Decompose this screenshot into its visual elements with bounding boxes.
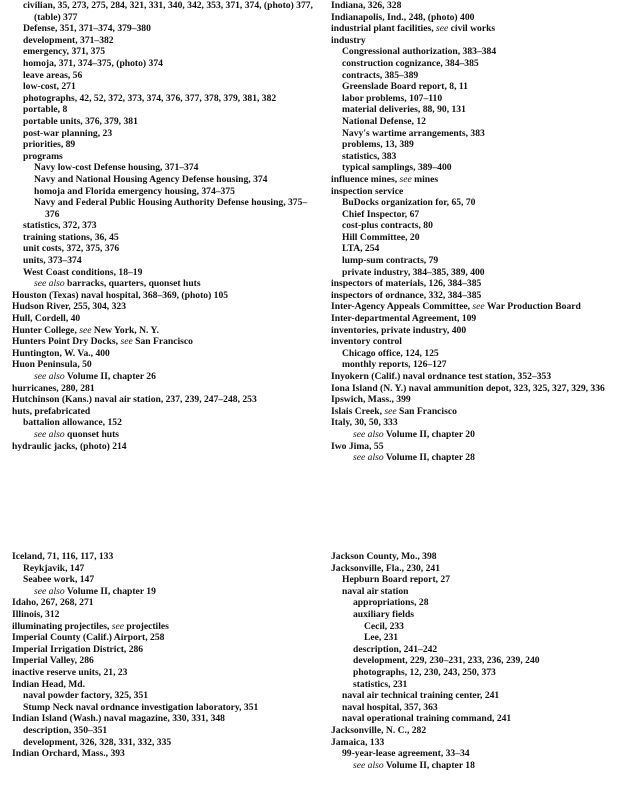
entry-text: Navy's wartime arrangements, 383 (342, 127, 485, 139)
entry-text: Congressional authorization, 383–384 (342, 46, 497, 58)
entry-text: Chief Inspector, 67 (342, 208, 420, 220)
reference-target: Volume II, chapter 19 (64, 585, 156, 597)
index-entry (12, 348, 317, 360)
index-entry (12, 586, 317, 598)
index-entry (12, 632, 317, 644)
entry-text: hurricanes, 280, 281 (12, 382, 95, 394)
left-column-bottom (12, 551, 317, 760)
see-reference: see (384, 405, 397, 417)
index-entry (12, 609, 317, 621)
index-entry (331, 725, 631, 737)
see-also-reference: see also (353, 452, 384, 464)
entry-term: illuminating projectiles, (12, 620, 112, 632)
index-entry (331, 81, 631, 93)
index-entry (12, 690, 317, 702)
index-entry (12, 644, 317, 656)
index-entry (12, 151, 317, 163)
index-entry (331, 0, 631, 12)
entry-text: Jacksonville, N. C., 282 (331, 724, 427, 736)
index-entry (331, 359, 631, 371)
index-entry (331, 116, 631, 128)
see-also-reference: see also (353, 759, 384, 771)
entry-term: Inter-Agency Appeals Committee, (331, 301, 473, 313)
entry-term: Islais Creek, (331, 405, 385, 417)
entry-text: photographs, 42, 52, 372, 373, 374, 376, 377, 378, 379, 381, 382 (23, 92, 277, 104)
index-entry (331, 278, 631, 290)
index-entry (331, 336, 631, 348)
index-entry (12, 290, 317, 302)
entry-text: Iona Island (N. Y.) naval ammunition depot, 323, 325, 327, 329, 336 (331, 382, 605, 394)
see-also-reference: see also (353, 428, 384, 440)
index-entry (12, 748, 317, 760)
reference-target: War Production Board (484, 301, 581, 313)
entry-text: contracts, 385–389 (342, 69, 419, 81)
index-entry (331, 441, 631, 453)
index-entry (331, 301, 631, 313)
index-entry (12, 220, 317, 232)
reference-target: Volume II, chapter 26 (64, 371, 156, 382)
index-entry (331, 586, 631, 598)
index-entry (331, 702, 631, 714)
entry-text: Indian Island (Wash.) naval magazine, 330, 331, 348 (12, 713, 225, 725)
entry-text: Iwo Jima, 55 (331, 440, 384, 452)
reference-target: Volume II, chapter 20 (383, 428, 475, 440)
index-entry (331, 70, 631, 82)
entry-text: West Coast conditions, 18–19 (23, 266, 143, 278)
index-entry (331, 383, 631, 395)
index-entry (12, 70, 317, 82)
index-entry (12, 551, 317, 563)
entry-text: monthly reports, 126–127 (342, 359, 447, 371)
index-entry (12, 232, 317, 244)
see-reference: see (399, 173, 412, 185)
index-entry (331, 452, 631, 464)
index-entry (12, 336, 317, 348)
entry-text: Cecil, 233 (364, 620, 404, 632)
index-entry (331, 290, 631, 302)
index-entry (331, 243, 631, 255)
index-entry (331, 609, 631, 621)
index-entry (331, 406, 631, 418)
index-entry (331, 655, 631, 667)
entry-text: Chicago office, 124, 125 (342, 347, 439, 359)
index-entry (331, 93, 631, 105)
index-entry (331, 58, 631, 70)
entry-text: Hutchinson (Kans.) naval air station, 237, 239, 247–248, 253 (12, 394, 257, 406)
entry-text: Ipswich, Mass., 399 (331, 394, 411, 406)
entry-text: naval powder factory, 325, 351 (23, 690, 149, 702)
index-entry (12, 46, 317, 58)
entry-text: hydraulic jacks, (photo) 214 (12, 440, 127, 452)
entry-text: naval operational training command, 241 (342, 713, 512, 725)
index-entry (331, 667, 631, 679)
entry-text: Seabee work, 147 (23, 574, 95, 586)
entry-text: priorities, 89 (23, 139, 76, 151)
index-entry (331, 12, 631, 24)
index-entry (331, 174, 631, 186)
index-entry (331, 644, 631, 656)
entry-text: Hepburn Board report, 27 (342, 574, 451, 586)
entry-text: Navy low-cost Defense housing, 371–374 (34, 162, 199, 174)
entry-text: Imperial County (Calif.) Airport, 258 (12, 632, 165, 644)
entry-term: Hunter College, (12, 324, 80, 336)
index-entry (331, 46, 631, 58)
reference-target: projectiles (124, 620, 169, 632)
index-entry (12, 417, 317, 429)
entry-text: programs (23, 150, 63, 162)
index-entry (12, 667, 317, 679)
index-entry (12, 313, 317, 325)
entry-text: Hull, Cordell, 40 (12, 313, 81, 325)
index-entry (12, 301, 317, 313)
entry-text: homoja, 371, 374–375, (photo) 374 (23, 57, 163, 69)
see-reference: see (472, 301, 485, 313)
entry-text: Indian Orchard, Mass., 393 (12, 748, 125, 760)
index-entry (12, 128, 317, 140)
entry-text: Reykjavik, 147 (23, 562, 85, 574)
entry-text: Stump Neck naval ordnance investigation laboratory, 351 (23, 701, 259, 713)
entry-text: naval air station (342, 585, 409, 597)
entry-text: auxiliary fields (353, 608, 415, 620)
entry-text: portable, 8 (23, 104, 68, 116)
index-entry (331, 574, 631, 586)
index-entry (331, 394, 631, 406)
see-also-reference: see also (34, 278, 65, 290)
entry-text: unit costs, 372, 375, 376 (23, 243, 120, 255)
entry-text: Imperial Valley, 286 (12, 655, 94, 667)
index-entry (12, 394, 317, 406)
index-entry (331, 139, 631, 151)
entry-text: Inter-departmental Agreement, 109 (331, 313, 477, 325)
entry-text: Imperial Irrigation District, 286 (12, 643, 144, 655)
entry-text: Italy, 30, 50, 333 (331, 417, 398, 429)
index-entry (12, 679, 317, 691)
reference-target: barracks, quarters, quonset huts (64, 278, 201, 290)
index-entry (331, 267, 631, 279)
entry-text: National Defense, 12 (342, 115, 426, 127)
entry-text: statistics, 231 (353, 678, 408, 690)
index-entry (12, 58, 317, 70)
index-entry (12, 243, 317, 255)
entry-text: labor problems, 107–110 (342, 92, 443, 104)
index-entry (12, 441, 317, 453)
index-entry (331, 737, 631, 749)
index-entry (12, 174, 317, 186)
entry-text: naval hospital, 357, 363 (342, 701, 438, 713)
entry-text: homoja and Florida emergency housing, 374–375 (34, 185, 235, 197)
reference-target: Volume II, chapter 18 (383, 759, 475, 771)
reference-target: mines (411, 173, 439, 185)
index-entry (331, 551, 631, 563)
entry-text: low-cost, 271 (23, 81, 76, 93)
reference-target: quonset huts (64, 428, 120, 440)
index-entry (12, 359, 317, 371)
entry-text: Greenslade Board report, 8, 11 (342, 81, 468, 93)
right-column-top (331, 0, 631, 464)
index-entry (331, 186, 631, 198)
entry-text: LTA, 254 (342, 243, 380, 255)
index-entry (331, 220, 631, 232)
entry-text: Indian Head, Md. (12, 678, 86, 690)
right-column-bottom (331, 551, 631, 771)
entry-text: Iceland, 71, 116, 117, 133 (12, 551, 114, 562)
entry-text: Jacksonville, Fla., 230, 241 (331, 562, 440, 574)
entry-text: material deliveries, 88, 90, 131 (342, 104, 466, 116)
entry-text: statistics, 372, 373 (23, 220, 97, 232)
entry-text: Houston (Texas) naval hospital, 368–369, (photo) 105 (12, 289, 229, 301)
index-entry (12, 574, 317, 586)
entry-text: inspectors of materials, 126, 384–385 (331, 278, 482, 290)
index-entry (331, 597, 631, 609)
entry-text: cost-plus contracts, 80 (342, 220, 433, 232)
index-entry (331, 35, 631, 47)
reference-target: New York, N. Y. (91, 324, 159, 336)
entry-text: Navy and National Housing Agency Defense housing, 374 (34, 173, 268, 185)
entry-text: battalion allowance, 152 (23, 417, 122, 429)
entry-text: emergency, 371, 375 (23, 46, 106, 58)
index-entry (12, 0, 317, 23)
index-entry (331, 313, 631, 325)
entry-term: influence mines, (331, 173, 400, 185)
entry-text: appropriations, 28 (353, 597, 429, 609)
index-entry (12, 621, 317, 633)
entry-text: naval air technical training center, 241 (342, 690, 500, 702)
index-entry (331, 197, 631, 209)
index-entry (12, 267, 317, 279)
left-column-top (12, 0, 317, 452)
entry-text: Illinois, 312 (12, 608, 60, 620)
index-entry (12, 93, 317, 105)
index-entry (12, 162, 317, 174)
entry-text: Huntington, W. Va., 400 (12, 347, 110, 359)
entry-text: inventories, private industry, 400 (331, 324, 467, 336)
index-entry (331, 325, 631, 337)
index-entry (12, 737, 317, 749)
entry-text: training stations, 36, 45 (23, 231, 119, 243)
index-entry (12, 81, 317, 93)
entry-text: statistics, 383 (342, 150, 397, 162)
entry-text: Hudson River, 255, 304, 323 (12, 301, 126, 313)
index-entry (331, 429, 631, 441)
index-entry (12, 139, 317, 151)
entry-text: inspection service (331, 185, 404, 197)
entry-text: description, 241–242 (353, 643, 438, 655)
entry-text: Inyokern (Calif.) naval ordnance test station, 352–353 (331, 371, 552, 382)
index-entry (331, 128, 631, 140)
index-entry (12, 655, 317, 667)
index-entry (12, 35, 317, 47)
index-entry (331, 209, 631, 221)
entry-text: development, 229, 230–231, 233, 236, 239, 240 (353, 655, 540, 667)
entry-text: construction cognizance, 384–385 (342, 57, 479, 69)
see-also-reference: see also (34, 428, 65, 440)
index-entry (12, 371, 317, 383)
index-entry (331, 417, 631, 429)
index-entry (331, 713, 631, 725)
entry-term: Hunters Point Dry Docks, (12, 336, 121, 348)
index-entry (331, 232, 631, 244)
index-entry (331, 632, 631, 644)
index-entry (12, 597, 317, 609)
index-entry (331, 690, 631, 702)
see-also-reference: see also (34, 371, 65, 382)
entry-text: typical samplings, 389–400 (342, 162, 452, 174)
index-entry (331, 23, 631, 35)
index-entry (331, 104, 631, 116)
index-entry (331, 621, 631, 633)
entry-text: Idaho, 267, 268, 271 (12, 597, 94, 609)
index-entry (12, 325, 317, 337)
index-entry (331, 151, 631, 163)
entry-text: industry (331, 34, 366, 46)
entry-text: huts, prefabricated (12, 405, 91, 417)
entry-text: inactive reserve units, 21, 23 (12, 666, 128, 678)
index-entry (331, 748, 631, 760)
index-entry (12, 406, 317, 418)
entry-text: private industry, 384–385, 389, 400 (342, 266, 485, 278)
reference-target: civil works (448, 23, 496, 35)
entry-text: problems, 13, 389 (342, 139, 414, 151)
reference-target: San Francisco (396, 405, 457, 417)
index-entry (12, 563, 317, 575)
entry-text: inspectors of ordnance, 332, 384–385 (331, 289, 482, 301)
entry-text: 99-year-lease agreement, 33–34 (342, 748, 470, 760)
entry-text: Jackson County, Mo., 398 (331, 551, 437, 562)
entry-text: Indiana, 326, 328 (331, 0, 402, 11)
index-entry (331, 162, 631, 174)
index-entry (331, 371, 631, 383)
see-reference: see (120, 336, 133, 348)
entry-text: inventory control (331, 336, 402, 348)
index-entry (12, 429, 317, 441)
entry-text: Defense, 351, 371–374, 379–380 (23, 23, 151, 35)
entry-text: development, 326, 328, 331, 332, 335 (23, 736, 172, 748)
index-entry (12, 197, 317, 220)
entry-text: development, 371–382 (23, 34, 114, 46)
index-entry (12, 104, 317, 116)
entry-text: BuDocks organization for, 65, 70 (342, 197, 476, 209)
see-reference: see (111, 620, 125, 632)
entry-text: civilian, 35, 273, 275, 284, 321, 331, 340, 342, 353, 371, 374, (photo) 377, (table) 377 (23, 0, 313, 23)
see-also-reference: see also (34, 585, 65, 597)
index-entry (331, 679, 631, 691)
entry-text: Jamaica, 133 (331, 736, 385, 748)
entry-text: portable units, 376, 379, 381 (23, 115, 138, 127)
entry-text: leave areas, 56 (23, 69, 83, 81)
index-entry (331, 348, 631, 360)
index-entry (331, 760, 631, 772)
entry-text: Huon Peninsula, 50 (12, 359, 92, 371)
reference-target: Volume II, chapter 28 (383, 452, 475, 464)
index-entry (12, 702, 317, 714)
entry-text: photographs, 12, 230, 243, 250, 373 (353, 666, 496, 678)
index-entry (12, 186, 317, 198)
entry-text: Hill Committee, 20 (342, 231, 420, 243)
entry-text: post-war planning, 23 (23, 127, 113, 139)
entry-term: industrial plant facilities, (331, 23, 437, 35)
index-entry (12, 278, 317, 290)
index-entry (12, 23, 317, 35)
entry-text: units, 373–374 (23, 255, 82, 267)
index-entry (12, 713, 317, 725)
index-entry (331, 563, 631, 575)
entry-text: description, 350–351 (23, 724, 108, 736)
entry-text: Navy and Federal Public Housing Authority Defense housing, 375–376 (34, 197, 308, 220)
entry-text: Lee, 231 (364, 632, 399, 644)
see-reference: see (436, 23, 449, 35)
see-reference: see (79, 324, 92, 336)
index-entry (331, 255, 631, 267)
reference-target: San Francisco (132, 336, 193, 348)
index-entry (12, 255, 317, 267)
index-entry (12, 383, 317, 395)
entry-text: Indianapolis, Ind., 248, (photo) 400 (331, 11, 475, 23)
entry-text: lump-sum contracts, 79 (342, 255, 439, 267)
index-entry (12, 725, 317, 737)
index-entry (12, 116, 317, 128)
